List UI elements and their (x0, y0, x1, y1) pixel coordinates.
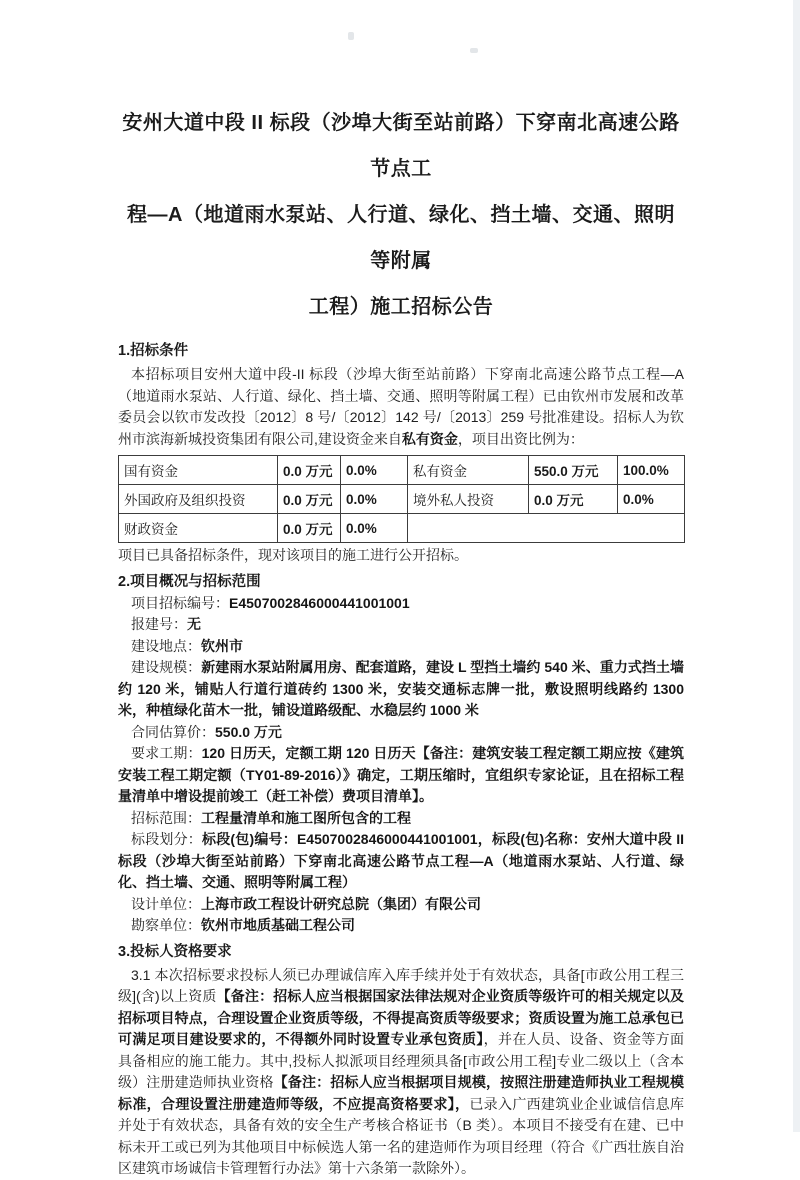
section1-heading: 1.招标条件 (118, 343, 189, 359)
funding-row-3 (119, 514, 685, 543)
field-label: 勘察单位： (131, 917, 201, 933)
field-label: 合同估算价： (131, 723, 215, 740)
field-value: 上海市政工程设计研究总院（集团）有限公司 (201, 895, 481, 912)
cell-fiscal-funds-pct: 0.0% (341, 514, 408, 543)
field-label: 设计单位： (131, 895, 201, 912)
page-title (118, 100, 684, 330)
section3-qualification-paragraph (118, 965, 684, 1180)
field-label: 要求工期： (131, 745, 202, 761)
cell-overseas-private-label: 境外私人投资 (408, 485, 529, 514)
funding-row-2 (119, 485, 685, 514)
field-label: 建设规模： (131, 659, 202, 675)
scanner-edge-artifact (793, 0, 800, 1132)
field-section-division (118, 829, 684, 894)
field-label: 报建号： (131, 616, 187, 632)
cell-state-funds-pct: 0.0% (341, 456, 408, 485)
cell-state-funds-amount: 0.0 万元 (278, 456, 341, 485)
field-value: 标段(包)编号：E4507002846000441001001，标段(包)名称：安州大道中段 II 标段（沙埠大街至站前路）下穿南北高速公路节点工程—A（地道雨水泵站、人行道、绿化、挡土墙、交通、照明等附属工程） (118, 831, 685, 890)
field-bid-scope (118, 808, 684, 830)
title-line-3: 工程）施工招标公告 (308, 296, 494, 318)
intro-text-tail: ，项目出资比例为： (457, 430, 584, 447)
cell-overseas-private-amount: 0.0 万元 (529, 485, 618, 514)
cell-state-funds-label: 国有资金 (119, 456, 278, 485)
field-label: 建设地点： (131, 637, 201, 654)
cell-foreign-gov-pct: 0.0% (341, 485, 408, 514)
field-value: 120 日历天，定额工期 120 日历天【备注：建筑安装工程定额工期应按《建筑安装工程工期定额（TY01-89-2016）》确定，工期压缩时，宜组织专家论证，且在招标工程量清单中增设提前竣工（赶工补偿）费项目清单】。 (118, 745, 684, 804)
qualification-text-2: ，并在人员、设备、资金等方面具备相应的施工能力。其中,投标人拟派项目经理须具备[市政公用工程]专业二级以上（含本级）注册建造师执业资格 (118, 1031, 685, 1090)
cell-fiscal-funds-amount: 0.0 万元 (278, 514, 341, 543)
section1-intro-paragraph (118, 364, 684, 450)
title-line-2: 程—A（地道雨水泵站、人行道、绿化、挡土墙、交通、照明等附属 (127, 204, 675, 272)
field-value: 无 (187, 616, 201, 632)
cell-empty-merged (408, 514, 685, 543)
field-project-bid-number (118, 593, 684, 615)
field-label: 招标范围： (131, 809, 201, 826)
field-value: 新建雨水泵站附属用房、配套道路，建设 L 型挡土墙约 540 米、重力式挡土墙约 120 米，铺贴人行道行道砖约 1300 米，安装交通标志牌一批，敷设照明线路约 1300 米，种植绿化苗木一批，铺设道路级配、水稳层约 1000 米 (118, 659, 685, 718)
field-required-duration (118, 743, 684, 808)
qualification-text-3: 已录入广西建筑业企业诚信信息库并处于有效状态，具备有效的安全生产考核合格证书（B 类）。本项目不接受有在建、已中标未开工或已列为其他项目中标候选人第一名的建造师作为项目经理（符合《广西壮族自治区建筑市场诚信卡管理暂行办法》第十六条第一款除外）。 (118, 1095, 685, 1176)
field-design-unit (118, 894, 684, 916)
cell-fiscal-funds-label: 财政资金 (119, 514, 278, 543)
cell-foreign-gov-label: 外国政府及组织投资 (119, 485, 278, 514)
field-value: 钦州市 (201, 637, 243, 654)
field-construction-scale (118, 657, 684, 722)
title-line-1: 安州大道中段 II 标段（沙埠大街至站前路）下穿南北高速公路节点工 (122, 112, 680, 180)
funding-ratio-table (118, 455, 685, 543)
field-value: 550.0 万元 (215, 723, 282, 740)
section1-conclusion: 项目已具备招标条件，现对该项目的施工进行公开招标。 (118, 547, 468, 563)
intro-text: 本招标项目安州大道中段-II 标段（沙埠大街至站前路）下穿南北高速公路节点工程—A（地道雨水泵站、人行道、绿化、挡土墙、交通、照明等附属工程）已由钦州市发展和改革委员会以钦市发改投〔2012〕8 号/〔2012〕142 号/〔2013〕259 号批准建设。招标人为钦州市滨海新城投资集团有限公司,建设资金来自 (118, 366, 684, 447)
cell-private-funds-label: 私有资金 (408, 456, 529, 485)
qualification-text-1: 3.1 本次招标要求投标人须已办理诚信库入库手续并处于有效状态，具备[市政公用工程三级](含)以上资质 (118, 966, 684, 1004)
field-contract-estimate (118, 722, 684, 744)
field-registration-number (118, 614, 684, 636)
funding-row-1 (119, 456, 685, 485)
field-survey-unit (118, 915, 684, 937)
cell-overseas-private-pct: 0.0% (618, 485, 685, 514)
section2-heading: 2.项目概况与招标范围 (118, 573, 261, 590)
cell-private-funds-amount: 550.0 万元 (529, 456, 618, 485)
cell-private-funds-pct: 100.0% (618, 456, 685, 485)
field-label: 项目招标编号： (131, 594, 229, 611)
intro-bold-private-funds: 私有资金 (401, 430, 458, 447)
cell-foreign-gov-amount: 0.0 万元 (278, 485, 341, 514)
field-value: 工程量清单和施工图所包含的工程 (201, 809, 411, 826)
field-value: E4507002846000441001001 (229, 594, 410, 611)
field-construction-location (118, 636, 684, 658)
field-label: 标段划分： (131, 831, 203, 847)
document-page (118, 0, 684, 1180)
field-value: 钦州市地质基础工程公司 (201, 917, 355, 933)
section3-heading: 3.投标人资格要求 (118, 943, 232, 960)
qualification-note-2: 【备注：招标人应当根据项目规模，按照注册建造师执业工程规模标准，合理设置注册建造师等级，不应提高资格要求】， (118, 1074, 685, 1112)
qualification-note-1: 【备注：招标人应当根据国家法律法规对企业资质等级许可的相关规定以及招标项目特点，合理设置企业资质等级，不得提高资质等级要求；资质设置为施工总承包已可满足项目建设要求的，不得额外同时设置专业承包资质】 (118, 988, 685, 1047)
